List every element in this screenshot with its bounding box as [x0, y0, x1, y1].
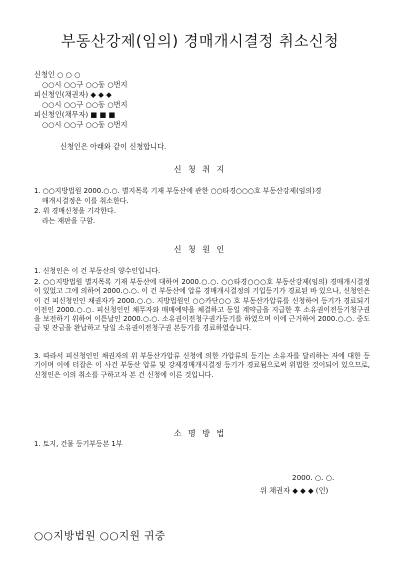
reasons-heading: 신 청 원 인 [173, 245, 227, 254]
debtor-name: 피신청인(채무자) ■ ■ ■ [34, 110, 116, 119]
court-addressee: ○○지방법원 ○○지원 귀중 [34, 530, 166, 542]
document-title: 부동산강제(임의) 경매개시결정 취소신청 [60, 32, 340, 50]
creditor-address: ○○시 ○○구 ○○동 ○번지 [42, 100, 128, 109]
debtor-address: ○○시 ○○구 ○○동 ○번지 [42, 120, 128, 129]
evidence-line-1: 1. 토지, 건물 등기부등본 1부 [34, 440, 123, 448]
evidence-heading: 소 명 방 법 [173, 429, 227, 438]
purpose-line-3: 2. 위 경매신청을 기각한다. [34, 207, 116, 215]
reason-item-3: 3. 따라서 피신청인인 채권자의 위 부동산가압류 신청에 의한 가압류의 등기는 소유자를 달리하는 자에 대한 등기이며 이에 터잡은 이 사건 부동산 압류 및 강제경매개시결정 등기가 경료됨으로써 위법한 것이되어 있으므로, 신청인은 이의 취소를 구하고자 본 건 신청에 이른 것입니다. [34, 352, 370, 379]
intro-text: 신청인은 아래와 같이 신청합니다. [60, 142, 167, 151]
filing-date: 2000. ○. ○. [292, 473, 335, 482]
purpose-line-2: 매개시결정은 이를 취소한다. [42, 197, 129, 205]
purpose-line-4: 라는 재판을 구함. [42, 217, 96, 225]
applicant-address: ○○시 ○○구 ○○동 ○번지 [42, 80, 128, 89]
creditor-name: 피신청인(채권자) ◆ ◆ ◆ [34, 90, 112, 99]
reason-item-2: 2. ○○지방법원 별지목록 기재 부동산에 대하여 2000.○.○. ○○타경○○○호 부동산강제(임의) 경매개시결정이 있었고 그에 의하여 2000.○.○. 이 건 부동산에 압류 경매개시결정의 기입등기가 경료된 바 있으나, 신청인은 이 건 피신청인인 채권자가 2000.○.○. 지방법원인 ○○카단○○ 호 부동산가압류를 신청하여 등기가 경료되기 이전인 2000.○.○. 피신청인인 채무자와 매매예약을 체결하고 동일 계약금을 지급한 후 소유권이전등기청구권을 보전하기 위하여 이튿날인 2000.○.○. 소유권이전청구권가등기를 하였으며 이에 근거하여 2000.○.○. 중도금 및 잔금을 완납하고 당일 소유권이전청구권 본등기를 경료하였습니다. [34, 278, 370, 333]
purpose-heading: 신 청 취 지 [173, 165, 227, 174]
purpose-line-1: 1. ○○지방법원 2000.○.○. 별지목록 기재 부동산에 관한 ○○타경○○○호 부동산강제(임의)경 [34, 187, 322, 195]
signer-line: 위 채권자 ◆ ◆ ◆ (인) [260, 486, 329, 495]
reason-item-1: 1. 신청인은 이 건 부동산의 양수인입니다. [34, 267, 161, 275]
applicant-name: 신청인 ○ ○ ○ [34, 70, 81, 79]
